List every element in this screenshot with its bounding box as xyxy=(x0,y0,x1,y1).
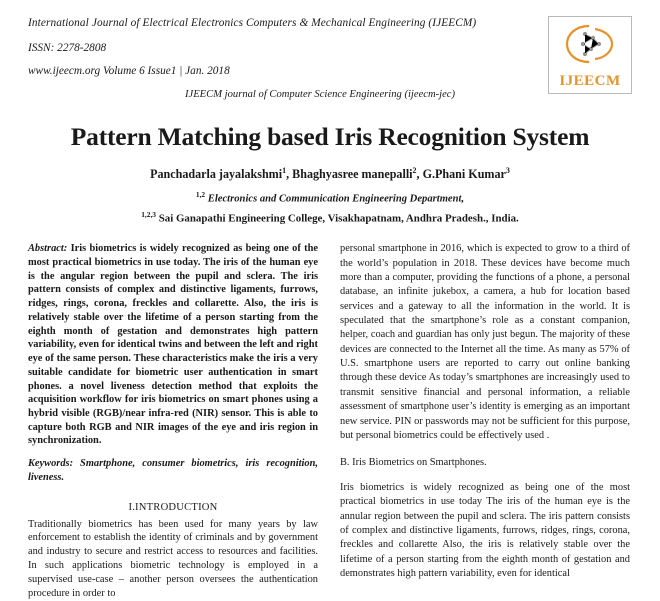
affiliation-1-text: Electronics and Communication Engineering Department, xyxy=(205,193,465,205)
two-column-body xyxy=(28,242,632,600)
right-column xyxy=(340,242,630,600)
keywords-text: Smartphone, consumer biometrics, iris recognition, liveness. xyxy=(28,458,318,483)
masthead xyxy=(28,16,632,102)
right-paragraph-1: personal smartphone in 2016, which is expected to grow to a third of the world’s population in 2018. These devices have become much more than a computer, providing the functions of a phone, a personal database, an infinite jukebox, a camera, a hub for location based services and a gateway to all the information in the world. It is speculated that the smartphone’s role as a constant companion, helper, coach and guardian has only just begun. The majority of these devices are connected to the Internet all the time. As many as 57% of U.S. smartphone users are reported to carry out online banking through these device As today’s smartphones are increasingly used to transmit sensitive financial and personal information, a reliable assessment of smartphone user’s identity is emerging as an important new service. PIN or passwords may not be sufficient for this purpose, but personal biometrics could be effectively used . xyxy=(340,243,630,441)
journal-logo-text: IJEECM xyxy=(559,73,621,89)
subsection-heading-iris-biometrics: B. Iris Biometrics on Smartphones. xyxy=(340,457,487,469)
keywords-paragraph xyxy=(28,457,318,484)
journal-title: International Journal of Electrical Electronics Computers & Mechanical Engineering (IJEECM) xyxy=(28,17,477,29)
author-sep-2: , xyxy=(416,167,423,182)
affiliation-2-text: Sai Ganapathi Engineering College, Visakhapatnam, Andhra Pradesh., India. xyxy=(155,212,519,225)
journal-site-line: www.ijeecm.org Volume 6 Issue1 | Jan. 2018 xyxy=(28,65,230,78)
author-2-name: Bhaghyasree manepalli xyxy=(292,167,413,182)
journal-logo xyxy=(548,16,632,94)
journal-issn: ISSN: 2278-2808 xyxy=(28,42,107,55)
author-1-name: Panchadarla jayalakshmi xyxy=(150,167,283,182)
keywords-label: Keywords: xyxy=(28,458,74,470)
right-paragraph-2: Iris biometrics is widely recognized as being one of the most practical biometrics in use today The iris of the human eye is the annular region between the pupil and sclera. The iris pattern consists of complex and distinctive ligaments, furrows, ridges, rings, corona, freckles and collarette Also, the iris is relatively stable over the lifetime of a person starting from the eighth month of gestation and demonstrates high pattern variability, even for identical xyxy=(340,481,630,580)
affiliation-line-1 xyxy=(28,190,632,205)
swirl-icon xyxy=(555,20,625,68)
author-1-sup: 1 xyxy=(282,166,287,175)
affiliation-2-sup: 1,2,3 xyxy=(141,209,156,219)
affiliation-1-sup: 1,2 xyxy=(195,190,206,200)
author-3-sup: 3 xyxy=(505,166,510,175)
author-sep-1: , xyxy=(286,167,293,182)
author-2-sup: 2 xyxy=(412,166,417,175)
author-3-name: G.Phani Kumar xyxy=(422,167,506,182)
section-heading-introduction: I.INTRODUCTION xyxy=(128,501,218,513)
abstract-paragraph xyxy=(28,242,318,448)
abstract-text: Iris biometrics is widely recognized as being one of the most practical biometrics in use today. The iris of the human eye is the angular region between the pupil and sclera. The iris pattern consists of complex and distinctive ligaments, furrows, ridges, rings, corona, freckles and collarette. Also, the iris is relatively stable over the lifetime of a person starting from the eighth month of gestation and demonstrates high pattern variability, even for identical twins and between the left and right eye of the same person. These characteristics make the iris a very suitable candidate for biometric user authentication in smart phones. a novel liveness detection method that exploits the acquisition workflow for iris biometrics on smart phones using a hybrid visible (RGB)/near infra-red (NIR) sensor. This is able to capture both RGB and NIR images of the eye and iris region in synchronization. xyxy=(28,243,318,447)
author-list xyxy=(28,166,632,182)
journal-subtitle: IJEECM journal of Computer Science Engineering (ijeecm-jec) xyxy=(184,89,456,101)
page-title: Pattern Matching based Iris Recognition System xyxy=(70,122,590,151)
abstract-label: Abstract: xyxy=(28,243,68,255)
left-column xyxy=(28,242,318,600)
affiliation-line-2 xyxy=(28,210,632,225)
introduction-paragraph: Traditionally biometrics has been used for many years by law enforcement to establish the identity of criminals and by government and industry to secure and restrict access to resources and facilities. In such applications biometric technology is employed in a supervised use-case – another person oversees the authentication procedure in order to xyxy=(28,518,318,599)
